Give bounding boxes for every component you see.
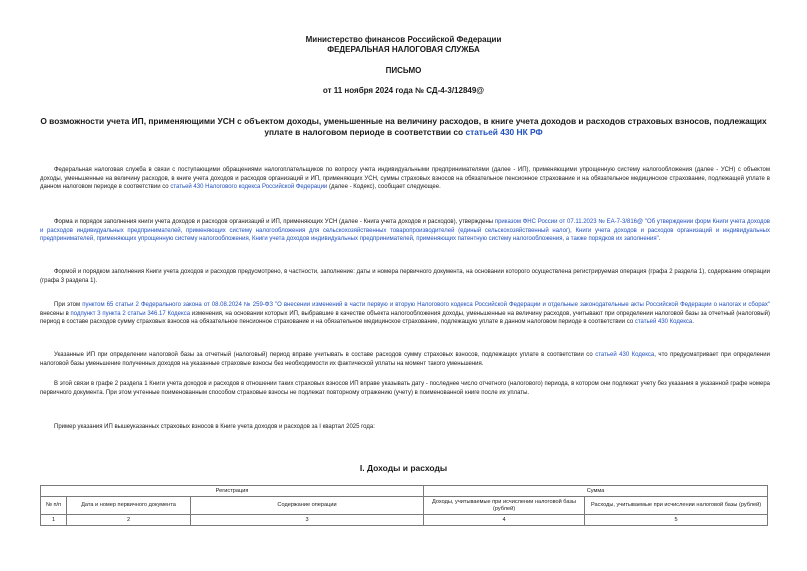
- p4-link-article-346[interactable]: подпункт 3 пункта 2 статьи 346.17 Кодекса: [70, 310, 191, 317]
- p4-link-law[interactable]: пунктом 65 статьи 2 Федерального закона от 08.08.2024 № 259-ФЗ "О внесении изменений в части первую и вторую Налогового кодекса Российской Федерации и отдельные законодательные акты Российской Федерации о налогах и сборах": [82, 302, 770, 308]
- column-header: Содержание операции: [191, 497, 424, 515]
- group-header-sum: Сумма: [424, 486, 768, 497]
- column-header: Расходы, учитываемые при исчислении налоговой базы (рублей): [585, 497, 768, 515]
- p2-link[interactable]: приказом ФНС России от 07.11.2023 № ЕА-7-3/816@ "Об утверждении форм Книги учета доходов и расходов индивидуальных предпринимателей, применяющих систему налогообложения для сельскохозяйственных товаропроизводителей (единый сельскохозяйственный налог), Книги учета доходов и расходов организаций и индивидуальных предпринимателей, применяющих упрощенную систему налогообложения, Книги учета доходов индивидуальных предпринимателей, применяющих патентную систему налогообложения, а также порядков их заполнения": [40, 219, 770, 243]
- column-header: Доходы, учитываемые при исчислении налоговой базы (рублей): [424, 497, 585, 515]
- column-number: 4: [424, 515, 585, 526]
- p1-text-a: Федеральная налоговая служба в связи с поступающими обращениями налогоплательщиков по вопросу учета индивидуальными предпринимателями (далее - ИП), применяющими упрощенную систему налогообложения (далее - УСН) с объектом доходы, уменьшенные на величину расходов, в книге учета доходов и расходов организаций и ИП, применяющих УСН, суммы страховых взносов на обязательное пенсионное страхование и на обязательное медицинское страхование, подлежащей уплате в данном налоговом периоде в соответствии со: [40, 167, 770, 191]
- column-number: 5: [585, 515, 768, 526]
- p4-text-b: внесены в: [40, 310, 71, 317]
- p7-text: Пример указания ИП вышеуказанных страховых взносов в Книге учета доходов и расходов за I квартал 2025 года:: [54, 424, 375, 430]
- p1-text-b: (далее - Кодекс), сообщает следующее.: [327, 184, 441, 191]
- document-type: ПИСЬМО: [385, 66, 422, 75]
- column-number: 2: [67, 515, 191, 526]
- table-header-row: [41, 497, 768, 515]
- p2-text-b: .: [658, 236, 661, 243]
- p5-text-b: , что предусматривает при определении налоговой базы уменьшение полученных доходов на указанные страховые взносы без необходимости их фактической уплаты на момент такого уменьшения.: [40, 352, 770, 367]
- paragraph-3: [40, 268, 770, 285]
- paragraph-5: [40, 351, 770, 368]
- income-expense-table: [40, 485, 768, 526]
- section-title: I. Доходы и расходы: [359, 463, 448, 473]
- column-number: 1: [41, 515, 67, 526]
- table-number-row: [41, 515, 768, 526]
- p5-link[interactable]: статьей 430 Кодекса: [595, 352, 655, 358]
- service-name: ФЕДЕРАЛЬНАЯ НАЛОГОВАЯ СЛУЖБА: [327, 45, 480, 54]
- paragraph-1: [40, 166, 770, 192]
- paragraph-7: [40, 423, 770, 432]
- column-header: Дата и номер первичного документа: [67, 497, 191, 515]
- column-number: 3: [191, 515, 424, 526]
- column-header: № п/п: [41, 497, 67, 515]
- p6-text: В этой связи в графе 2 раздела 1 Книги учета доходов и расходов в отношении таких страховых взносов ИП вправе указывать дату - последнее число отчетного (налогового) периода, в котором они подлежат учету без указания в указанной графе номера первичного документа. При этом учтенные поименованным способом страховые взносы не подлежат повторному отражению (учету) в поименованной книге после их уплаты.: [40, 381, 770, 396]
- p4-text-a: При этом: [54, 302, 83, 308]
- p4-link-article-430[interactable]: статьей 430 Кодекса: [634, 319, 693, 326]
- p5-text-a: Указанные ИП при определении налоговой базы за отчетный (налоговый) период вправе учитывать в составе расходов сумму страховых взносов, подлежащих уплате в соответствии со: [54, 352, 596, 358]
- letter-subject: [40, 116, 767, 138]
- p1-link[interactable]: статьей 430 Налогового кодекса Российской Федерации: [170, 184, 328, 191]
- paragraph-4: [40, 301, 770, 327]
- p4-text-c: изменения, на основании которых ИП, выбравшие в качестве объекта налогообложения доходы, уменьшенные на величину расходов, учитывают при определении налоговой базы за отчетный (налоговый) период в составе расходов сумму страховых взносов на обязательное пенсионное страхование и на обязательное медицинское страхование, подлежащую уплате в данном налоговом периоде в соответствии со: [40, 310, 770, 326]
- group-header-registration: Регистрация: [41, 486, 424, 497]
- p2-text-a: Форма и порядок заполнения книги учета доходов и расходов организаций и ИП, применяющих УСН (далее - Книга учета доходов и расходов), утверждены: [54, 219, 495, 225]
- subject-text: О возможности учета ИП, применяющими УСН с объектом доходы, уменьшенные на величину расходов, в книге учета доходов и расходов страховых взносов, подлежащих уплате в налоговом периоде в соответствии со: [40, 116, 767, 137]
- table-group-header-row: [41, 486, 768, 497]
- letter-header: [0, 35, 807, 55]
- subject-link[interactable]: статьей 430 НК РФ: [465, 127, 543, 137]
- p4-text-d: .: [692, 319, 694, 326]
- document-date-number: от 11 ноября 2024 года № СД-4-3/12849@: [322, 86, 485, 95]
- ministry-name: Министерство финансов Российской Федерации: [305, 35, 502, 44]
- paragraph-6: [40, 380, 770, 397]
- paragraph-2: [40, 218, 770, 244]
- p3-text: Формой и порядком заполнения Книги учета доходов и расходов предусмотрено, в частности, заполнение: даты и номера первичного документа, на основании которого осуществлена регистрируемая операция (графа 2 раздела 1), содержание операции (графа 3 раздела 1).: [40, 269, 770, 284]
